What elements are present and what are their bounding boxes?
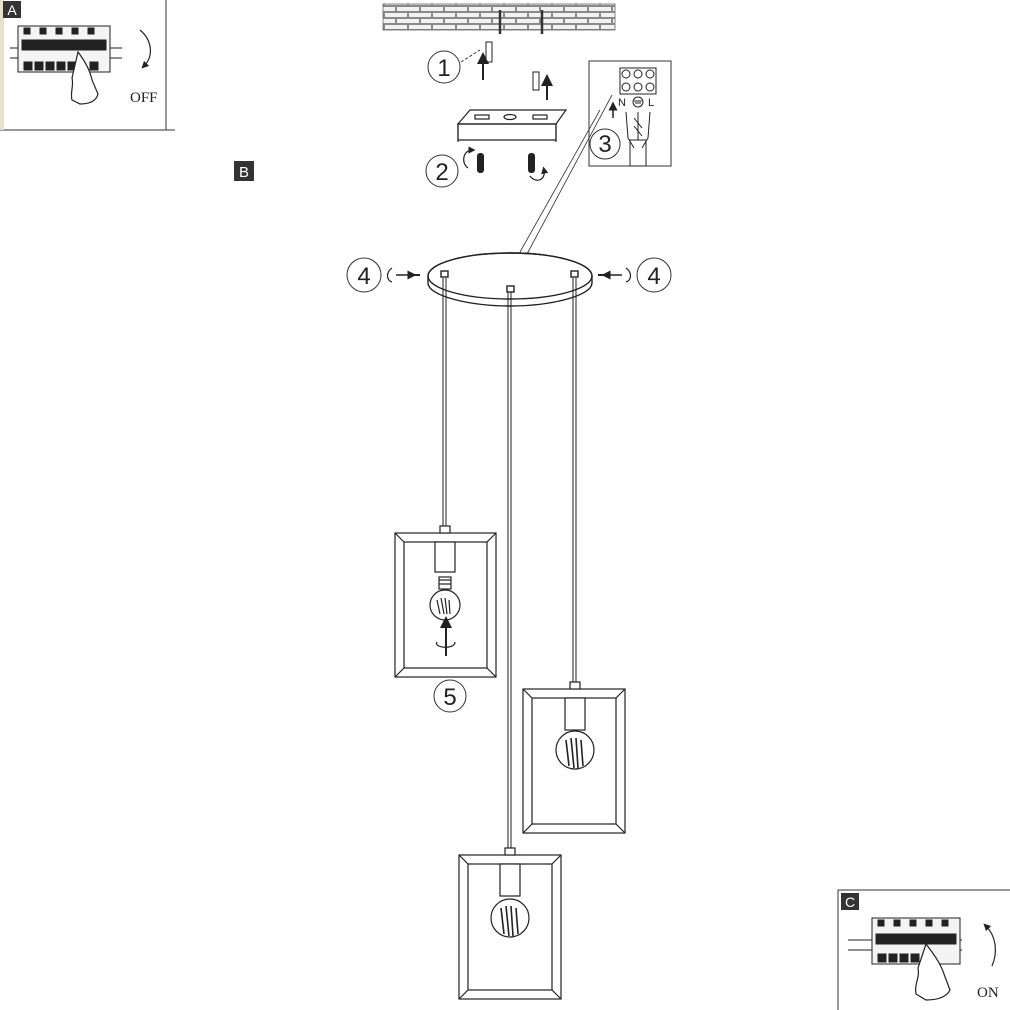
rotate-up-arrow-icon xyxy=(986,926,995,966)
screw-left-icon xyxy=(464,150,484,173)
rotate-down-arrow-icon xyxy=(140,30,150,66)
panel-b-label xyxy=(234,161,254,181)
step-1-number: 1 xyxy=(437,55,451,82)
pendant-right xyxy=(523,682,625,833)
bulb-right-icon xyxy=(556,731,594,769)
panel-c-switch-on xyxy=(838,890,1010,1010)
panel-a-caption: OFF xyxy=(130,90,158,106)
pendant-bottom xyxy=(459,848,561,999)
step-4-left xyxy=(347,258,420,292)
breaker-row-icon xyxy=(10,26,122,72)
suspension-cables xyxy=(443,278,576,848)
panel-a-switch-off xyxy=(0,0,175,130)
terminal-block-inset xyxy=(589,61,671,166)
panel-c-badge-label: C xyxy=(844,894,856,910)
ceiling-wall xyxy=(383,4,615,34)
canopy-ring xyxy=(428,253,592,306)
step-4-left-number: 4 xyxy=(357,263,371,290)
step-2-number: 2 xyxy=(435,159,449,186)
bulb-left-icon xyxy=(430,577,460,620)
panel-c-caption: ON xyxy=(977,985,999,1001)
step-4-right-number: 4 xyxy=(647,263,661,290)
mounting-bracket xyxy=(458,110,566,142)
rotate-screw-left-icon xyxy=(388,268,393,282)
terminal-label-l: L xyxy=(647,97,655,109)
panel-b-badge-label: B xyxy=(238,164,250,181)
pendant-left xyxy=(395,526,496,677)
step-5 xyxy=(434,680,466,712)
terminal-screws-icon xyxy=(620,68,656,94)
step-5-number: 5 xyxy=(443,684,457,711)
step-2 xyxy=(426,150,544,187)
step-3-number: 3 xyxy=(598,131,612,158)
step-1 xyxy=(428,42,547,100)
breaker-row-icon xyxy=(848,918,962,964)
wall-plug-icon xyxy=(483,42,492,80)
step-4-right xyxy=(598,258,671,292)
bulb-bottom-icon xyxy=(491,899,529,937)
screw-plug-icon xyxy=(533,72,547,100)
screw-right-icon xyxy=(528,153,544,180)
terminal-label-n: N xyxy=(618,97,626,109)
rotate-screw-right-icon xyxy=(626,268,631,282)
panel-a-badge-label: A xyxy=(7,2,17,18)
